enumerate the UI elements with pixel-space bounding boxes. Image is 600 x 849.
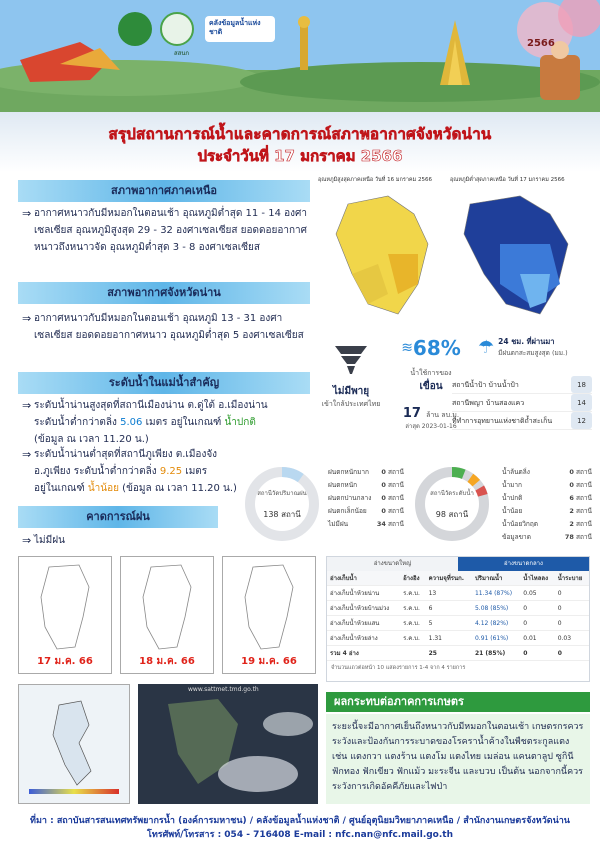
rain-map-1 bbox=[18, 556, 112, 674]
reservoir-table-panel bbox=[326, 556, 590, 682]
legend-item: ฝนตกหนักมาก 0 สถานี bbox=[328, 468, 404, 476]
river-item-2-value: 9.25 bbox=[159, 466, 183, 477]
rain24-sub: มีฝนตกสะสมสูงสุด (มม.) bbox=[498, 349, 568, 357]
rain-map-3-date: 19 ม.ค. 66 bbox=[241, 656, 297, 667]
banner-scenery bbox=[0, 0, 600, 112]
water-donut-legend bbox=[502, 466, 592, 544]
legend-item: ข้อมูลขาด 78 สถานี bbox=[502, 533, 592, 541]
reservoir-table bbox=[327, 571, 589, 661]
arrow-icon: ⇒ bbox=[22, 448, 32, 461]
footer bbox=[0, 810, 600, 849]
river-heading: ระดับน้ำในแม่น้ำสำคัญ bbox=[18, 372, 310, 394]
header-banner bbox=[0, 0, 600, 112]
north-weather-block bbox=[22, 205, 312, 256]
hii-logo-text: สสนก bbox=[174, 50, 190, 57]
rain24-row: สถานีน้ำป้า บ้านน้ำป้า 18 bbox=[452, 376, 592, 394]
hii-logo bbox=[160, 12, 194, 46]
legend-item: น้ำน้อยวิกฤต 2 สถานี bbox=[502, 520, 592, 528]
river-item-2-time: (ข้อมูล ณ เวลา 11.20 น.) bbox=[122, 483, 237, 494]
rain-cloud-icon: ☂ bbox=[478, 336, 495, 358]
rain-map-2 bbox=[120, 556, 214, 674]
dam-date: ล่าสุด 2023-01-16 bbox=[405, 423, 457, 430]
river-item-1-time: (ข้อมูล ณ เวลา 11.20 น.) bbox=[34, 434, 149, 445]
rain24-list bbox=[452, 376, 592, 430]
river-item-1-unit: เมตร อยู่ในเกณฑ์ bbox=[145, 417, 222, 428]
rain-map-2-date: 18 ม.ค. 66 bbox=[139, 656, 195, 667]
tab-medium-reservoir[interactable]: อ่างขนาดกลาง bbox=[458, 557, 589, 571]
footer-contact: โทรศัพท์/โทรสาร : 054 - 716408 E-mail : nfc.nan@nfc.mail.go.th bbox=[146, 830, 453, 840]
provincial-logo bbox=[118, 12, 152, 46]
legend-item: น้ำมาก 0 สถานี bbox=[502, 481, 592, 489]
dam-percent: 68% bbox=[412, 336, 461, 360]
rain-forecast-text: ไม่มีฝน bbox=[34, 535, 65, 546]
legend-item: ฝนตกปานกลาง 0 สถานี bbox=[328, 494, 404, 502]
rain24-row: สถานีพญา บ้านสองแคว 14 bbox=[452, 394, 592, 412]
rain-donut bbox=[242, 464, 322, 544]
table-row[interactable]: อ่างเก็บน้ำห้วยน่าน ร.ค.บ. 13 11.34 (87%) 0.05 0 bbox=[327, 586, 589, 601]
water-donut bbox=[412, 464, 492, 544]
year-badge: 2566 bbox=[527, 38, 555, 49]
legend-item: น้ำน้อย 2 สถานี bbox=[502, 507, 592, 515]
table-row[interactable]: อ่างเก็บน้ำห้วยแสน ร.ค.บ. 5 4.12 (82%) 0 0 bbox=[327, 616, 589, 631]
rain-map-3 bbox=[222, 556, 316, 674]
river-item-2-status: น้ำน้อย bbox=[87, 483, 119, 494]
rain-donut-legend bbox=[328, 466, 404, 531]
storm-panel bbox=[318, 340, 384, 430]
river-item-2-criteria: อยู่ในเกณฑ์ bbox=[34, 483, 85, 494]
dam-unit: ล้าน ลบ.ม. bbox=[426, 411, 460, 419]
dam-name: เขื่อน bbox=[419, 381, 443, 392]
north-weather-text: อากาศหนาวกับมีหมอกในตอนเช้า อุณหภูมิต่ำสุด 11 - 14 องศาเซลเซียส อุณหภูมิสูงสุด 29 - 32 องศาเซลเซียส ยอดดอยอากาศหนาวถึงหนาวจัด อุณหภูมิต่ำสุด 3 - 8 องศาเซลเซียส bbox=[34, 208, 307, 253]
legend-item: ฝนตกเล็กน้อย 0 สถานี bbox=[328, 507, 404, 515]
river-item-1-station: ระดับน้ำน่านสูงสุดที่สถานีเมืองน่าน ต.ดู่ใต้ อ.เมืองน่าน bbox=[34, 400, 268, 411]
table-row[interactable]: อ่างเก็บน้ำห้วยบ้านม่วง ร.ค.บ. 6 5.08 (85%) 0 0 bbox=[327, 601, 589, 616]
river-item-2-station: ระดับน้ำน่านต่ำสุดที่สถานีภูเพียง ต.เมืองจัง bbox=[34, 449, 218, 460]
legend-item: ฝนตกหนัก 0 สถานี bbox=[328, 481, 404, 489]
north-weather-heading: สภาพอากาศภาคเหนือ bbox=[18, 180, 310, 202]
river-item-2-label: อ.ภูเพียง ระดับน้ำต่ำกว่าตลิ่ง bbox=[34, 466, 157, 477]
wind-map bbox=[18, 684, 130, 804]
table-pagination[interactable]: จำนวนแถวต่อหน้า 10 แสดงรายการ 1-4 จาก 4 รายการ bbox=[331, 665, 466, 671]
table-total-row: รวม 4 อ่าง 25 21 (85%) 0 0 bbox=[327, 646, 589, 661]
rain-forecast-heading: คาดการณ์ฝน bbox=[18, 506, 218, 528]
tab-large-reservoir[interactable]: อ่างขนาดใหญ่ bbox=[327, 557, 458, 571]
water-donut-count: 98 สถานี bbox=[435, 510, 469, 519]
storm-label: ไม่มีพายุ bbox=[332, 386, 370, 397]
legend-item: น้ำล้นตลิ่ง 0 สถานี bbox=[502, 468, 592, 476]
table-row[interactable]: อ่างเก็บน้ำห้วยล่าง ร.ค.บ. 1.31 0.91 (61%) 0.01 0.03 bbox=[327, 631, 589, 646]
rain-map-1-date: 17 ม.ค. 66 bbox=[37, 656, 93, 667]
arrow-icon: ⇒ bbox=[22, 399, 32, 412]
nan-weather-block bbox=[22, 310, 312, 344]
rain-forecast-block bbox=[22, 532, 222, 549]
temp-min-title: อุณหภูมิต่ำสุดภาคเหนือ วันที่ 17 มกราคม 2566 bbox=[450, 177, 565, 183]
footer-source: ที่มา : สถาบันสารสนเทศทรัพยากรน้ำ (องค์การมหาชน) / คลังข้อมูลน้ำแห่งชาติ / ศูนย์อุตุนิยมวิทยาภาคเหนือ / สำนักงานเกษตรจังหวัดน่าน bbox=[30, 816, 570, 826]
storm-sub: เข้าใกล้ประเทศไทย bbox=[321, 400, 381, 408]
table-header-row: อ่างเก็บน้ำ อ้างอิง ความจุที่รนก. ปริมาณน้ำ น้ำไหลลง น้ำระบาย bbox=[327, 571, 589, 586]
arrow-icon: ⇒ bbox=[22, 534, 32, 547]
page-title: สรุปสถานการณ์น้ำและคาดการณ์สภาพอากาศจังหวัดน่าน bbox=[108, 125, 492, 143]
agri-text: ระยะนี้จะมีอากาศเย็นถึงหนาวกับมีหมอกในตอนเช้า เกษตรกรควรระวังและป้องกันการระบาดของโรคราน้ำค้างในพืชตระกูลแตง เช่น แตงกวา แตงร้าน แตงโม แตงไทย เมล่อน แคนตาลูป ซูกินี ฟักทอง ฟักเขียว ฟักแม้ว มะระจีน และบวบ เป็นต้น นอกจากนี้ควรระวังการเกิดอัคคีภัยและไฟป่า bbox=[326, 714, 590, 804]
dam-label: น้ำใช้การของ bbox=[410, 369, 452, 377]
page-date: ประจำวันที่ 17 มกราคม 2566 bbox=[197, 147, 403, 165]
agri-heading: ผลกระทบต่อภาคการเกษตร bbox=[326, 692, 590, 712]
temp-max-map bbox=[318, 176, 446, 326]
wave-icon: ≋ bbox=[401, 340, 413, 356]
legend-item: น้ำปกติ 6 สถานี bbox=[502, 494, 592, 502]
satellite-image bbox=[138, 684, 318, 804]
arrow-icon: ⇒ bbox=[22, 207, 32, 220]
rain-donut-count: 138 สถานี bbox=[263, 510, 301, 519]
dam-volume: 17 bbox=[402, 406, 421, 421]
river-item-1 bbox=[22, 397, 312, 448]
legend-item: ไม่มีฝน 34 สถานี bbox=[328, 520, 404, 528]
thaiwater-logo: คลังข้อมูลน้ำแห่งชาติ bbox=[205, 16, 275, 42]
river-item-1-value: 5.06 bbox=[120, 417, 143, 428]
nan-weather-heading: สภาพอากาศจังหวัดน่าน bbox=[18, 282, 310, 304]
rain-donut-caption: สถานีวัดปริมาณฝน bbox=[257, 490, 307, 497]
nan-weather-text: อากาศหนาวกับมีหมอกในตอนเช้า อุณหภูมิ 13 - 31 องศาเซลเซียส ยอดดอยอากาศหนาว อุณหภูมิต่ำสุด 5 องศาเซลเซียส bbox=[34, 313, 304, 341]
river-item-1-status: น้ำปกติ bbox=[224, 417, 256, 428]
arrow-icon: ⇒ bbox=[22, 312, 32, 325]
rain24-title: 24 ชม. ที่ผ่านมา bbox=[498, 337, 555, 346]
tornado-icon bbox=[331, 340, 371, 380]
river-item-2-unit: เมตร bbox=[185, 466, 208, 477]
river-item-1-label: ระดับน้ำต่ำกว่าตลิ่ง bbox=[34, 417, 117, 428]
temp-max-title: อุณหภูมิสูงสุดภาคเหนือ วันที่ 16 มกราคม 2566 bbox=[318, 177, 432, 183]
water-donut-caption: สถานีวัดระดับน้ำ bbox=[430, 490, 474, 497]
satellite-stamp: www.sattmet.tmd.go.th bbox=[188, 686, 259, 693]
temp-min-map bbox=[450, 176, 590, 326]
rain24-row: ที่ทำการอุทยานแห่งชาติถ้ำสะเก็น 12 bbox=[452, 412, 592, 430]
